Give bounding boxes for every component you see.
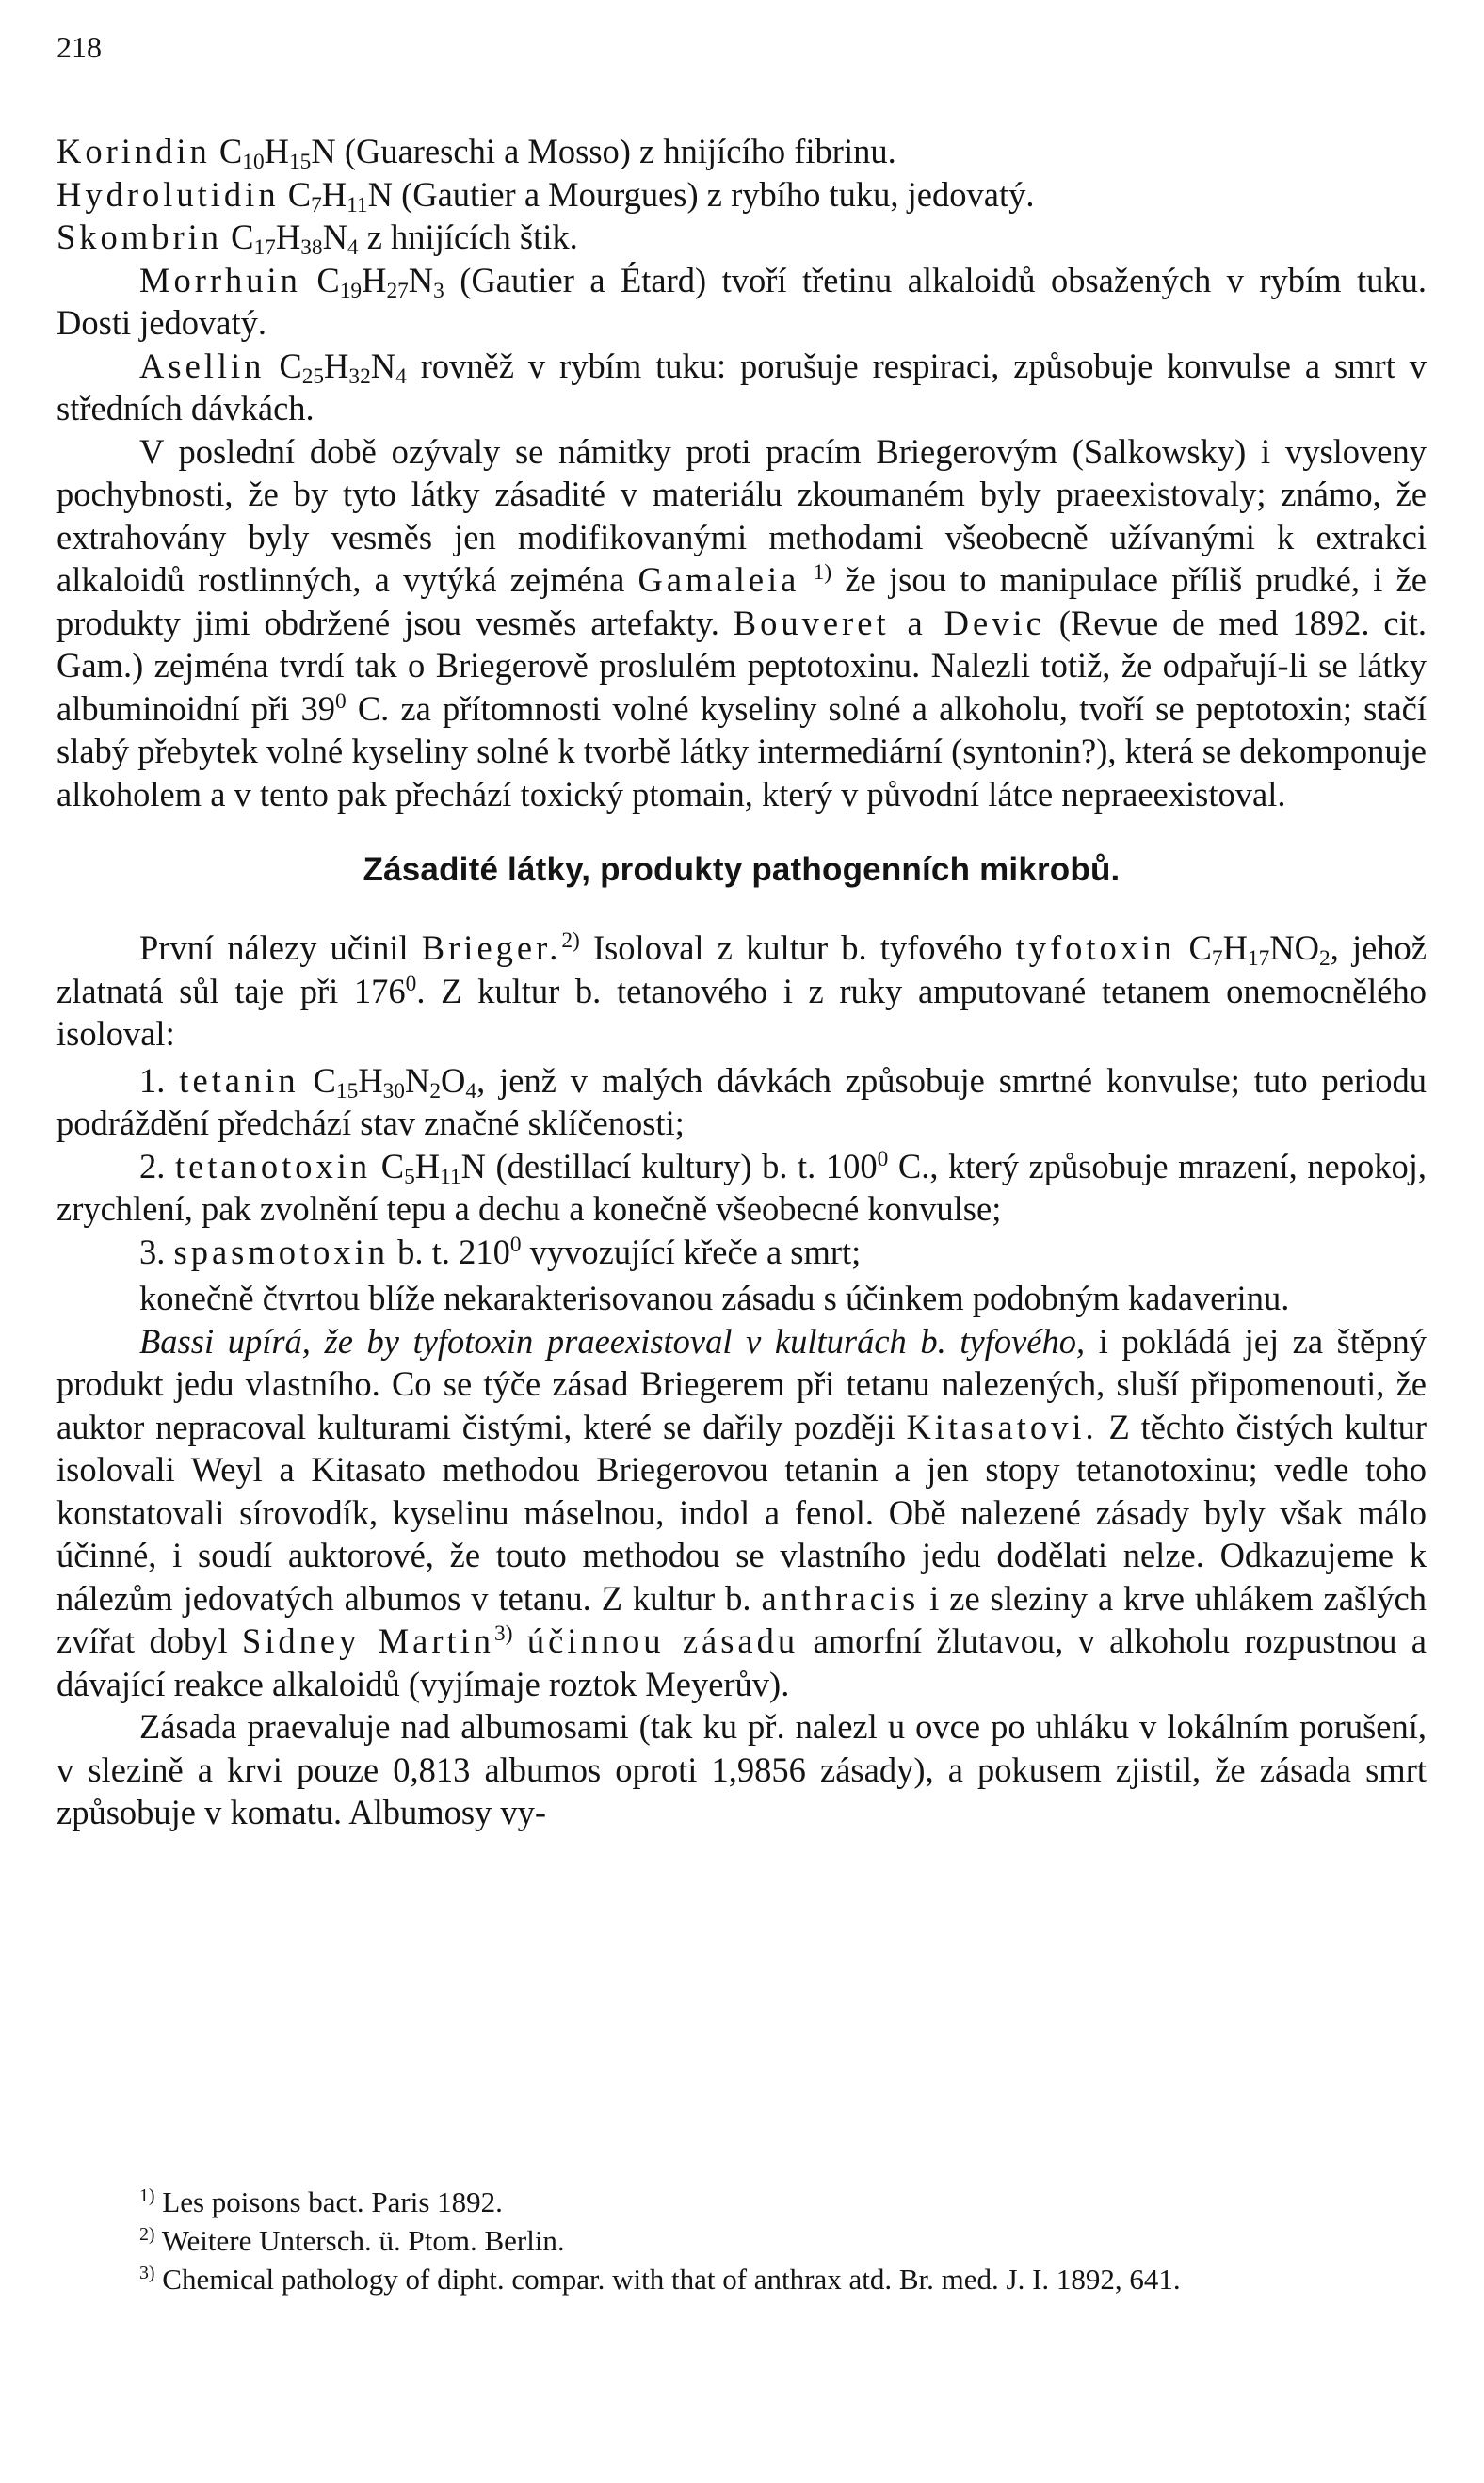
- chemical-formula: $C_{15}H_{30}N_2O_4$: [298, 1060, 477, 1104]
- page-number: 218: [56, 30, 102, 64]
- compound-description: (Gautier a Étard) tvoří třetinu alkaloidů obsažených v rybím tuku. Dosti jedovatý.: [56, 260, 1428, 342]
- compound-name: tyfotoxin: [1015, 928, 1176, 967]
- footnote-ref: 3): [494, 1621, 513, 1647]
- chemical-formula: $C_7H_{17}NO_2$: [1175, 928, 1331, 971]
- footnote-mark: 2): [139, 2224, 155, 2246]
- term: účinnou zásadu: [526, 1621, 799, 1660]
- list-item: 2. tetanotoxin $C_5H_{11}N$ (destillací kultury) b. t. $100^0$ C., který způsobuje mrazení, nepokoj, zrychlení, pak zvolnění tepu a dechu a konečně všeobecné konvulse;: [56, 1146, 1428, 1228]
- compound-entry-hydrolutidin: [56, 173, 1427, 217]
- paragraph-brieger: První nálezy učinil Brieger.$^{2)}$ Isoloval z kultur b. tyfového tyfotoxin $C_7H_{17}NO_2$, jehož zlatnatá sůl taje při $176^0$. Z kultur b. tetanového i z ruky amputované tetanem onemocnělého isoloval:: [56, 928, 1427, 1053]
- document-page: [56, 0, 1427, 2483]
- list-item: 1. tetanin $C_{15}H_{30}N_2O_4$, jenž v malých dávkách způsobuje smrtné konvulse; tuto periodu podráždění předchází stav značné sklíčenosti;: [56, 1060, 1427, 1142]
- footnotes: [56, 2183, 1427, 2298]
- author-name: Gamaleia: [637, 560, 800, 599]
- compound-entry-skombrin: [56, 216, 1427, 259]
- chemical-formula: $C_{25}H_{32}N_4$: [279, 346, 407, 389]
- paragraph-konecne: konečně čtvrtou blíže nekarakterisovanou zásadu s účinkem podobným kadaverinu.: [139, 1279, 1290, 1317]
- degree-sign: 0: [509, 1232, 522, 1257]
- term: anthracis: [761, 1578, 920, 1618]
- footnote-mark: 1): [139, 2185, 155, 2207]
- footnote: $^{3)}$ Chemical pathology of dipht. compar. with that of anthrax atd. Br. med. J. I. 1892, 641.: [139, 2263, 1181, 2296]
- compound-description: z hnijících štik.: [358, 218, 578, 256]
- paragraph-zasada: Zásada praevaluje nad albumosami (tak ku př. nalezl u ovce po uhláku v lokálním porušení, v slezině a krvi pouze 0,813 albumos oproti 1,9856 zásady), a pokusem zjistil, že zásada smrt způsobuje v komatu. Albumosy vy-: [56, 1707, 1427, 1831]
- compound-name: Hydrolutidin: [56, 174, 280, 214]
- paragraph-briegerove: V poslední době ozývaly se námitky proti pracím Briegerovým (Salkowsky) i vysloveny pochybnosti, že by tyto látky zásadité v materiálu zkoumaném byly praeexistovaly; známo, že extrahovány byly vesměs jen modifikovanými methodami všeobecně užívanými k extrakci alkaloidů rostlinných, a vytýká zejména Gamaleia $^{1)}$ že jsou to manipulace příliš prudké, i že produkty jimi obdržené jsou vesměs artefakty. Bouveret a Devic (Revue de med 1892. cit. Gam.) zejména tvrdí tak o Briegerově proslulém peptotoxinu. Nalezli totiž, že odpařují-li se látky albuminoidní při $39^0$ C. za přítomnosti volné kyseliny solné a alkoholu, tvoří se peptotoxin; stačí slabý přebytek volné kyseliny solné k tvorbě látky intermediární (syntonin?), která se dekomponuje alkoholem a v tento pak přechází toxický ptomain, který v původní látce nepraeexistoval.: [56, 431, 1427, 814]
- main-text: [56, 130, 1427, 1834]
- compound-entry-asellin: [56, 345, 1427, 430]
- degree-sign: 0: [405, 971, 417, 996]
- footnote-mark: 3): [139, 2263, 155, 2284]
- compound-name: Morrhuin: [139, 260, 301, 299]
- author-name: Bouveret a Devic: [733, 603, 1045, 642]
- author-name: Brieger.: [421, 928, 562, 967]
- chemical-formula: $C_5H_{11}N$: [371, 1146, 486, 1189]
- compound-description: (Gautier a Mourgues) z rybího tuku, jedovatý.: [392, 174, 1035, 214]
- compound-name: Asellin: [139, 346, 266, 385]
- footnote-separator: [56, 2166, 57, 2167]
- compound-entry-morrhuin: [56, 259, 1427, 345]
- paragraph-bassi: Bassi upírá, že by tyfotoxin praeexistoval v kulturách b. tyfového, i pokládá jej za štěpný produkt jedu vlastního. Co se týče zásad Briegerem při tetanu nalezených, sluší připomenouti, že auktor nepracoval kulturami čistými, které se dařily později Kitasatovi. Z těchto čistých kultur isolovali Weyl a Kitasato methodou Briegerovou tetanin a jen stopy tetanotoxinu; vedle toho konstatovali sírovodík, kyselinu máselnou, indol a fenol. Obě nalezené zásady byly však málo účinné, i soudí auktorové, že touto methodou se vlastního jedu dodělati nelze. Odkazujeme k nálezům jedovatých albumos v tetanu. Z kultur b. anthracis i ze sleziny a krve uhlákem zašlých zvířat dobyl Sidney Martin$^{3)}$ účinnou zásadu amorfní žlutavou, v alkoholu rozpustnou a dávající reakce alkaloidů (vyjímaje roztok Meyerův).: [56, 1321, 1428, 1703]
- footnote-ref: 1): [813, 560, 832, 586]
- author-name: Kitasatovi.: [906, 1407, 1098, 1446]
- italic-phrase: Bassi upírá, že by tyfotoxin praeexistoval v kulturách b. tyfového,: [139, 1321, 1086, 1361]
- compound-name: tetanotoxin: [174, 1146, 372, 1185]
- chemical-formula: $C_{10}H_{15}N$: [218, 132, 336, 174]
- degree-sign: 0: [877, 1146, 889, 1171]
- compound-name: spasmotoxin: [173, 1232, 390, 1271]
- author-name: Sidney Martin: [241, 1621, 495, 1660]
- section-heading: Zásadité látky, produkty pathogenních mikrobů.: [363, 851, 1121, 888]
- compound-name: Skombrin: [56, 218, 222, 256]
- chemical-formula: $C_{19}H_{27}N_3$: [316, 260, 444, 303]
- list-item: 3. spasmotoxin b. t. $210^0$ vyvozující křeče a smrt;: [139, 1232, 862, 1271]
- compound-description: rovněž v rybím tuku: porušuje respiraci, způsobuje konvulse a smrt v středních dávkách.: [56, 346, 1427, 427]
- chemical-formula: $C_{17}H_{38}N_4$: [231, 218, 359, 260]
- degree-sign: 0: [335, 688, 347, 714]
- compound-description: (Guareschi a Mosso) z hnijícího fibrinu.: [335, 132, 896, 170]
- footnote: $^{2)}$ Weitere Untersch. ü. Ptom. Berlin.: [139, 2224, 565, 2257]
- compound-entry-korindin: [56, 130, 1427, 173]
- footnote-ref: 2): [561, 928, 580, 954]
- compound-name: tetanin: [179, 1060, 299, 1100]
- footnote: $^{1)}$ Les poisons bact. Paris 1892.: [139, 2185, 503, 2218]
- chemical-formula: $C_7H_{11}N$: [287, 174, 393, 218]
- compound-name: Korindin: [56, 132, 211, 170]
